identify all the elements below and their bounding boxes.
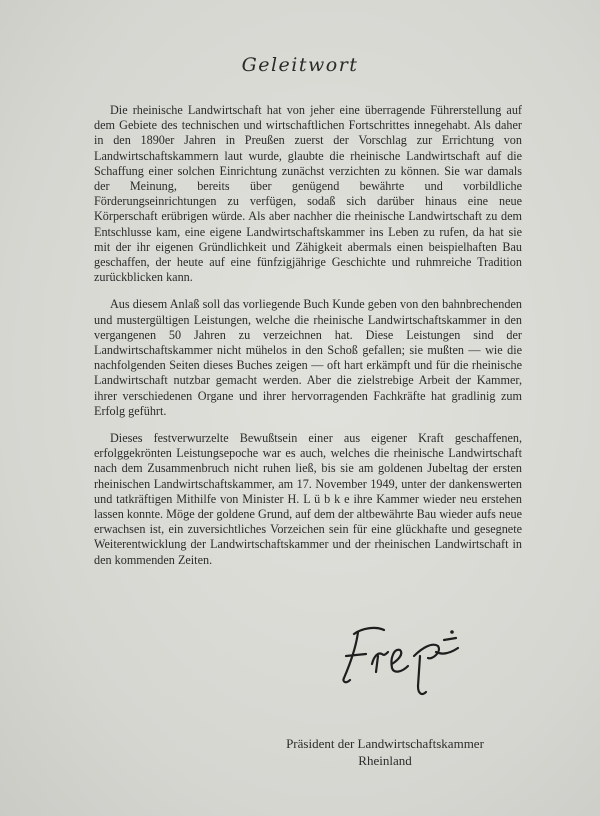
body-text bbox=[94, 103, 522, 580]
closing-block bbox=[270, 735, 500, 769]
handwritten-signature bbox=[332, 612, 492, 702]
paragraph-1: Die rheinische Landwirtschaft hat von jeher eine überragende Führerstellung auf dem Gebiete des technischen und wirtschaftlichen Fortschrittes innegehabt. Als daher in den 1890er Jahren in Preußen zuerst der Vorschlag zur Errichtung von Landwirtschaftskammern laut wurde, glaubte die rheinische Landwirtschaft auf die Schaffung einer solchen Einrichtung zunächst verzichten zu können. Sie war damals der Meinung, bereits über genügend bewährte und vorbildliche Förderungseinrichtungen zu verfügen, sodaß sich darüber hinaus eine neue Körperschaft erübrigen würde. Als aber nachher die rheinische Landwirtschaft zu dem Entschlusse kam, eine eigene Landwirtschaftskammer ins Leben zu rufen, da hat sie mit der ihr eigenen Gründlichkeit und Zähigkeit abermals einen beispielhaften Bau geschaffen, der heute auf eine fünfzigjährige Geschichte und ruhmreiche Tradition zurückblicken kann. bbox=[94, 103, 522, 285]
paragraph-3: Dieses festverwurzelte Bewußtsein einer aus eigener Kraft geschaffenen, erfolggekrönten Leistungsepoche war es auch, welches die rheinische Landwirtschaft nach dem Zusammenbruch nicht ruhen ließ, bis sie am goldenen Jubeltag der ersten rheinischen Landwirtschaftskammer, am 17. November 1949, unter der dankenswerten und tatkräftigen Mithilfe von Minister H. L ü b k e ihre Kammer wieder neu erstehen lassen konnte. Möge der goldene Grund, auf dem der altbewährte Bau wieder aufs neue erwachsen ist, ein zuversichtliches Vorzeichen sein für eine glückhafte und gesegnete Weiterentwicklung der Landwirtschaftskammer und der rheinischen Landwirtschaft in den kommenden Zeiten. bbox=[94, 431, 522, 567]
closing-title: Präsident der Landwirtschaftskammer bbox=[286, 736, 484, 751]
closing-region: Rheinland bbox=[358, 753, 412, 768]
page-title: Geleitwort bbox=[241, 54, 359, 76]
paragraph-2: Aus diesem Anlaß soll das vorliegende Buch Kunde geben von den bahnbrechenden und mustergültigen Leistungen, welche die rheinische Landwirtschaftskammer in den vergangenen 50 Jahren zu verzeichnen hat. Diese Leistungen sind der Landwirtschaftskammer nicht mühelos in den Schoß gefallen; sie mußten — wie die nachfolgenden Seiten dieses Buches zeigen — oft hart erkämpft und für die rheinische Landwirtschaft nutzbar gemacht werden. Aber die zielstrebige Arbeit der Kammer, ihrer verschiedenen Organe und ihrer hervorragenden Fachkräfte hat gradlinig zum Erfolg geführt. bbox=[94, 297, 522, 418]
